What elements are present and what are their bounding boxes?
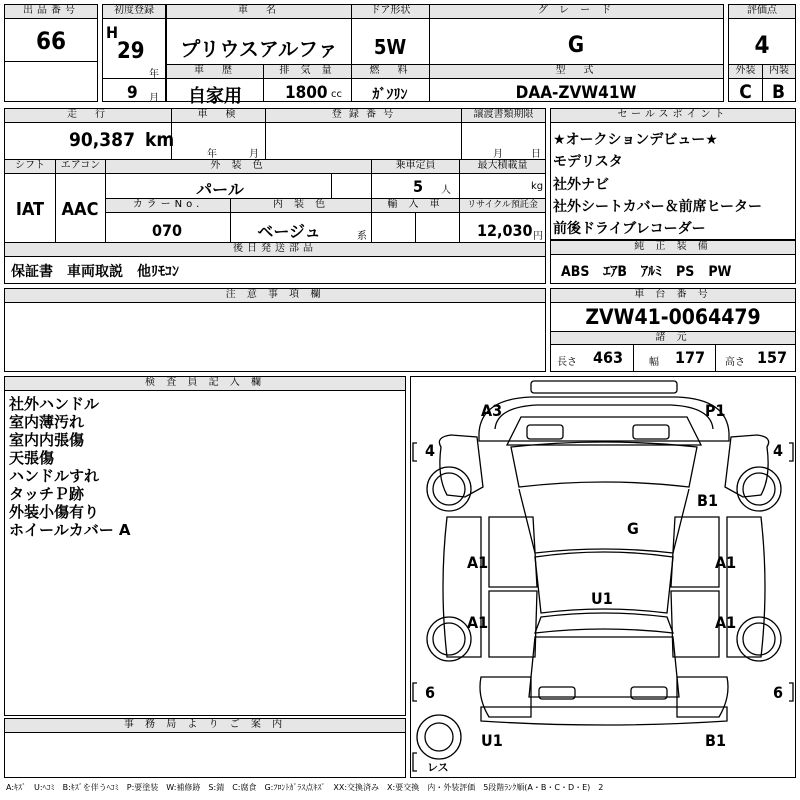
length-value: 463 bbox=[593, 348, 624, 367]
selling-point-4: 社外シートカバー＆前席ヒーター bbox=[553, 199, 763, 215]
vehicle-history: 自家用 bbox=[188, 86, 242, 107]
mark-a1-left-1: A1 bbox=[467, 553, 489, 572]
inspection-header: 車 検 bbox=[171, 109, 265, 123]
inspector-box bbox=[4, 376, 406, 716]
aircon-header: エアコン bbox=[55, 160, 105, 174]
selling-points-header: セールスポイント bbox=[551, 109, 795, 123]
equipment-list: ABS ｴｱB ｱﾙﾐ PS PW bbox=[561, 264, 732, 280]
mark-tire-rr: 6 bbox=[773, 683, 784, 702]
mark-u1-bottom: U1 bbox=[481, 731, 503, 750]
car-info-box bbox=[166, 4, 724, 107]
transfer-month-unit: 月 bbox=[493, 149, 503, 160]
equipment-header: 純 正 装 備 bbox=[551, 241, 795, 255]
selling-point-2: モデリスタ bbox=[553, 154, 623, 170]
inspector-note-8: ホイールカバー A bbox=[9, 521, 131, 539]
inspector-note-6: タッチＰ跡 bbox=[9, 485, 85, 503]
car-name-header: 車 名 bbox=[167, 5, 351, 19]
interior-header: 内装 bbox=[762, 65, 795, 79]
car-name: プリウスアルファ bbox=[180, 37, 338, 61]
shift-type: IAT bbox=[15, 199, 45, 220]
mileage-unit: km bbox=[145, 129, 175, 151]
score-box bbox=[728, 4, 796, 102]
reg-month-unit: 月 bbox=[149, 93, 159, 104]
transfer-day-unit: 日 bbox=[531, 149, 541, 160]
inspection-month-unit: 月 bbox=[249, 149, 259, 160]
mark-u1-center: U1 bbox=[591, 589, 613, 608]
chassis-number: ZVW41-0064479 bbox=[585, 305, 761, 329]
lot-number-header: 出品番号 bbox=[5, 5, 97, 19]
recycle-fee: 12,030 bbox=[477, 221, 533, 240]
reg-year-unit: 年 bbox=[149, 69, 159, 80]
lot-number: 66 bbox=[35, 27, 67, 55]
later-parts: 保証書 車両取説 他ﾘﾓｺﾝ bbox=[11, 264, 179, 280]
color-number: 070 bbox=[151, 221, 183, 240]
mileage: 90,387 bbox=[69, 129, 135, 151]
overall-score: 4 bbox=[754, 31, 770, 59]
fuel-header: 燃 料 bbox=[351, 65, 429, 79]
interior-grade: B bbox=[771, 81, 786, 103]
mark-tire-fr: 4 bbox=[773, 441, 784, 460]
grade: G bbox=[567, 33, 585, 58]
transfer-header: 譲渡書類期限 bbox=[461, 109, 545, 123]
score-header: 評価点 bbox=[729, 5, 795, 19]
displacement: 1800 bbox=[285, 83, 328, 103]
capacity-unit: 人 bbox=[441, 185, 451, 196]
inspection-year-unit: 年 bbox=[207, 149, 217, 160]
height-value: 157 bbox=[757, 348, 788, 367]
mark-g: G bbox=[627, 519, 639, 538]
selling-point-1: ★オークションデビュー★ bbox=[553, 132, 718, 148]
width-value: 177 bbox=[675, 348, 706, 367]
import-header: 輸 入 車 bbox=[372, 199, 459, 213]
ext-color-header: 外 装 色 bbox=[105, 160, 371, 174]
inspector-note-7: 外装小傷有り bbox=[9, 503, 100, 521]
mark-a3: A3 bbox=[481, 401, 503, 420]
chassis-box bbox=[550, 288, 796, 372]
inspector-note-4: 天張傷 bbox=[9, 449, 55, 467]
mark-spare: レス bbox=[427, 761, 449, 774]
car-diagram-drawing bbox=[411, 377, 795, 777]
mark-a1-right-2: A1 bbox=[715, 613, 737, 632]
interior-color-unit: 系 bbox=[357, 231, 367, 242]
exterior-grade: C bbox=[739, 81, 752, 103]
aircon-type: AAC bbox=[61, 199, 99, 220]
model-code-header: 型 式 bbox=[430, 65, 723, 79]
inspector-note-2: 室内薄汚れ bbox=[9, 413, 85, 431]
width-label: 幅 bbox=[649, 357, 659, 368]
model-code: DAA-ZVW41W bbox=[515, 83, 637, 103]
reg-no-header: 登 録 番 号 bbox=[265, 109, 461, 123]
lot-number-box bbox=[4, 4, 98, 102]
door-type: 5W bbox=[373, 35, 407, 59]
load-unit: kg bbox=[531, 181, 544, 192]
inspector-note-1: 社外ハンドル bbox=[9, 395, 100, 413]
shift-header: シフト bbox=[5, 160, 55, 174]
later-parts-header: 後日発送部品 bbox=[5, 243, 545, 257]
interior-color: ベージュ bbox=[257, 222, 321, 241]
color-no-header: カラーNo. bbox=[106, 199, 230, 213]
int-color-header: 内 装 色 bbox=[230, 199, 371, 213]
displacement-unit: cc bbox=[331, 89, 342, 100]
grade-header: グ レ ー ド bbox=[429, 5, 723, 19]
mileage-header: 走 行 bbox=[5, 109, 171, 123]
legend: A:ｷｽﾞ U:ﾍｺﾐ B:ｷｽﾞを伴うﾍｺﾐ P:要塗装 W:補修跡 S:錆 C:腐食 G:ﾌﾛﾝﾄｶﾞﾗｽ点ｷｽﾞ XX:交換済み X:要交換 内・外装評価 5段階ﾗﾝｸ順(A・B・C・D・E) 2 bbox=[6, 783, 604, 792]
mark-p1: P1 bbox=[705, 401, 726, 420]
selling-points-box bbox=[550, 108, 796, 240]
notes-header: 注 意 事 項 欄 bbox=[5, 289, 545, 303]
mark-tire-rl: 6 bbox=[425, 683, 436, 702]
exterior-color: パール bbox=[196, 180, 244, 199]
mark-b1-right: B1 bbox=[697, 491, 718, 510]
inspector-note-5: ハンドルすれ bbox=[9, 467, 100, 485]
door-header: ドア形状 bbox=[351, 5, 429, 19]
inspector-note-3: 室内内張傷 bbox=[9, 431, 85, 449]
car-diagram bbox=[410, 376, 796, 778]
notes-box bbox=[4, 288, 546, 372]
selling-point-5: 前後ドライブレコーダー bbox=[553, 221, 706, 237]
height-label: 高さ bbox=[725, 357, 745, 368]
office-box bbox=[4, 718, 406, 778]
displacement-header: 排 気 量 bbox=[263, 65, 351, 79]
capacity: 5 bbox=[413, 177, 424, 196]
era-label: H bbox=[106, 23, 119, 42]
mark-a1-left-2: A1 bbox=[467, 613, 489, 632]
recycle-unit: 円 bbox=[533, 231, 543, 242]
first-reg-header: 初度登録 bbox=[103, 5, 165, 19]
max-load-header: 最大積載量 bbox=[459, 160, 545, 174]
specs-header: 諸 元 bbox=[551, 331, 795, 345]
chassis-header: 車 台 番 号 bbox=[551, 289, 795, 303]
history-header: 車 歴 bbox=[167, 65, 263, 79]
exterior-header: 外装 bbox=[729, 65, 762, 79]
vehicle-detail-box bbox=[4, 108, 546, 284]
mark-tire-fl: 4 bbox=[425, 441, 436, 460]
equipment-box bbox=[550, 240, 796, 284]
inspector-header: 検 査 員 記 入 欄 bbox=[5, 377, 405, 391]
mark-b1-bottom: B1 bbox=[705, 731, 726, 750]
length-label: 長さ bbox=[557, 357, 577, 368]
recycle-header: リサイクル預託金 bbox=[459, 199, 545, 213]
reg-year: 29 bbox=[117, 39, 145, 64]
office-header: 事 務 局 よ り ご 案 内 bbox=[5, 719, 405, 733]
capacity-header: 乗車定員 bbox=[371, 160, 459, 174]
reg-month: 9 bbox=[127, 83, 138, 103]
selling-point-3: 社外ナビ bbox=[553, 177, 609, 193]
first-reg-box bbox=[102, 4, 166, 102]
mark-a1-right-1: A1 bbox=[715, 553, 737, 572]
fuel-type: ｶﾞｿﾘﾝ bbox=[372, 87, 408, 103]
